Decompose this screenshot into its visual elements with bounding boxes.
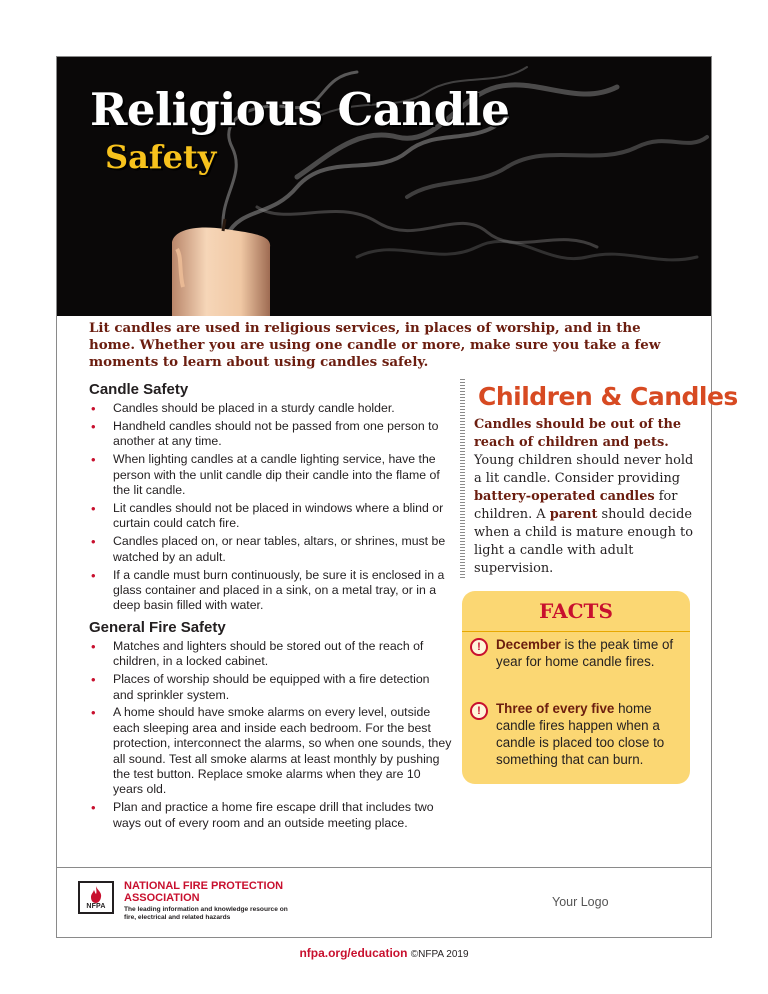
footer-link[interactable]: nfpa.org/education — [299, 946, 408, 960]
list-item: • Handheld candles should not be passed from one person to another at any time. — [89, 419, 453, 450]
org-tagline: The leading information and knowledge resource on fire, electrical and related hazards — [124, 906, 288, 921]
nfpa-logo — [78, 881, 114, 914]
list-item: • Candles placed on, or near tables, altars, or shrines, must be watched by an adult. — [89, 534, 453, 565]
list-item: • Plan and practice a home fire escape drill that includes two ways out of every room and an outside meeting place. — [89, 800, 453, 831]
alert-circle-icon: ! — [470, 638, 488, 656]
fact-item: ! December is the peak time of year for home candle fires. — [470, 636, 684, 670]
page-title: Religious Candle — [90, 83, 510, 136]
list-item: • A home should have smoke alarms on every level, outside each sleeping area and inside each bedroom. For the best protection, interconnect the alarms, so when one sounds, they all sound. Test all smoke alarms at least monthly by pushing the test button. Replace smoke alarms when they are 10 years old. — [89, 705, 453, 797]
flame-icon — [88, 886, 104, 904]
list-item: • If a candle must burn continuously, be sure it is enclosed in a glass container and placed in a sink, on a metal tray, or in a deep basin filled with water. — [89, 568, 453, 614]
page-subtitle: Safety — [105, 138, 217, 176]
logo-text: NFPA — [86, 903, 106, 910]
fact-item: ! Three of every five home candle fires happen when a candle is placed too close to something that can burn. — [470, 700, 684, 768]
hero-image — [57, 57, 711, 316]
list-item: • Places of worship should be equipped with a fire detection and sprinkler system. — [89, 672, 453, 703]
list-item: • Lit candles should not be placed in windows where a blind or curtain could catch fire. — [89, 501, 453, 532]
children-candles-title: Children & Candles — [478, 382, 738, 411]
alert-circle-icon: ! — [470, 702, 488, 720]
list-item: • Candles should be placed in a sturdy candle holder. — [89, 401, 453, 416]
facts-box — [462, 591, 690, 784]
list-item: • Matches and lighters should be stored out of the reach of children, in a locked cabinet. — [89, 639, 453, 670]
candle-safety-heading: Candle Safety — [89, 381, 189, 398]
general-fire-safety-list — [89, 639, 453, 831]
facts-divider — [462, 631, 690, 632]
org-name: NATIONAL FIRE PROTECTION ASSOCIATION — [124, 880, 284, 904]
copyright: ©NFPA 2019 — [410, 949, 469, 960]
list-item: • When lighting candles at a candle lighting service, have the person with the unlit candle dip their candle into the flame of the lit candle. — [89, 452, 453, 498]
candle-safety-list — [89, 401, 453, 614]
your-logo-placeholder: Your Logo — [552, 895, 609, 909]
left-column — [89, 380, 453, 835]
intro-text: Lit candles are used in religious services, in places of worship, and in the home. Whether you are using one candle or more, make sure you take a few moments to learn about using candles safely. — [89, 320, 661, 370]
facts-title: FACTS — [539, 599, 613, 623]
column-divider — [460, 379, 465, 579]
general-fire-safety-heading: General Fire Safety — [89, 618, 226, 636]
footer-credit — [0, 946, 768, 960]
children-candles-text: Candles should be out of the reach of children and pets. Young children should never hold a lit candle. Consider providing battery-operated candles for children. A parent should decide when a child is mature enough to light a candle with adult supervision. — [474, 417, 694, 576]
footer-divider — [57, 867, 711, 868]
